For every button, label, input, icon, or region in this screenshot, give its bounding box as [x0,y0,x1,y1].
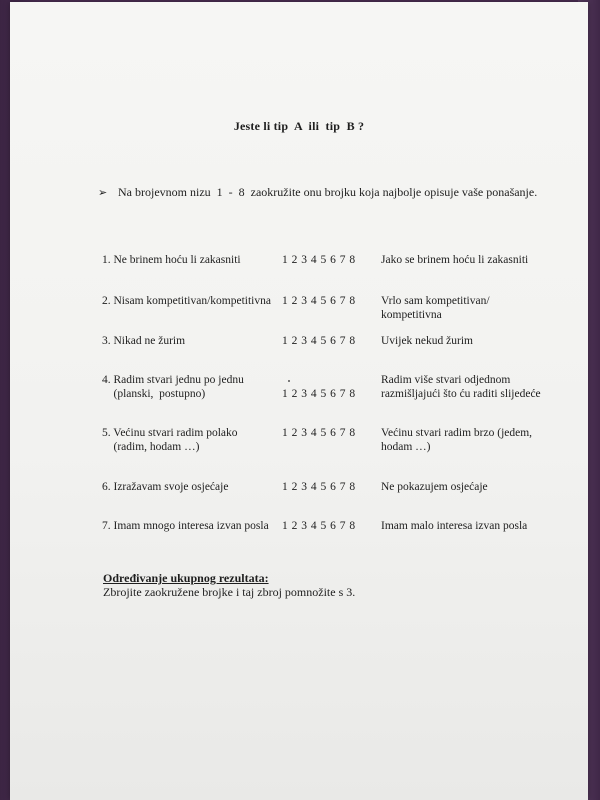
rating-scale[interactable]: 1 2 3 4 5 6 7 8 [282,481,356,493]
item-right-statement: Jako se brinem hoću li zakasniti [381,254,529,266]
instruction-line [98,185,537,200]
rating-scale[interactable]: 1 2 3 4 5 6 7 8 [282,295,356,307]
item-left-statement: 6. Izražavam svoje osjećaje [102,481,229,493]
arrow-bullet-icon: ➢ [98,187,108,199]
item-left-statement: 7. Imam mnogo interesa izvan posla [102,520,269,532]
item-right-statement: Radim više stvari odjednom razmišljajući što ću raditi slijedeće [381,374,541,400]
item-right-statement: Vrlo sam kompetitivan/ kompetitivna [381,295,490,321]
rating-scale[interactable]: 1 2 3 4 5 6 7 8 [282,427,356,439]
rating-scale[interactable]: 1 2 3 4 5 6 7 8 [282,520,356,532]
item-right-statement: Većinu stvari radim brzo (jedem, hodam …) [381,427,533,453]
paper-speck [288,380,290,382]
item-left-statement: 5. Većinu stvari radim polako (radim, hodam …) [102,427,238,453]
item-right-statement: Imam malo interesa izvan posla [381,520,528,532]
instruction-text: Na brojevnom nizu 1 - 8 zaokružite onu brojku koja najbolje opisuje vaše ponašanje. [118,185,538,199]
item-left-statement: 2. Nisam kompetitivan/kompetitivna [102,295,271,307]
item-right-statement: Uvijek nekud žurim [381,335,473,347]
scoring-instructions: Zbrojite zaokružene brojke i taj zbroj pomnožite s 3. [103,585,356,599]
paper-sheet [10,2,588,800]
item-left-statement: 3. Nikad ne žurim [102,335,186,347]
document-title: Jeste li tip A ili tip B ? [233,119,365,133]
scoring-heading: Određivanje ukupnog rezultata: [103,571,269,585]
item-left-statement: 4. Radim stvari jednu po jednu (planski, postupno) [102,374,244,400]
item-left-statement: 1. Ne brinem hoću li zakasniti [102,254,241,266]
rating-scale[interactable]: 1 2 3 4 5 6 7 8 [282,388,356,400]
rating-scale[interactable]: 1 2 3 4 5 6 7 8 [282,335,356,347]
item-right-statement: Ne pokazujem osjećaje [381,481,488,493]
rating-scale[interactable]: 1 2 3 4 5 6 7 8 [282,254,356,266]
